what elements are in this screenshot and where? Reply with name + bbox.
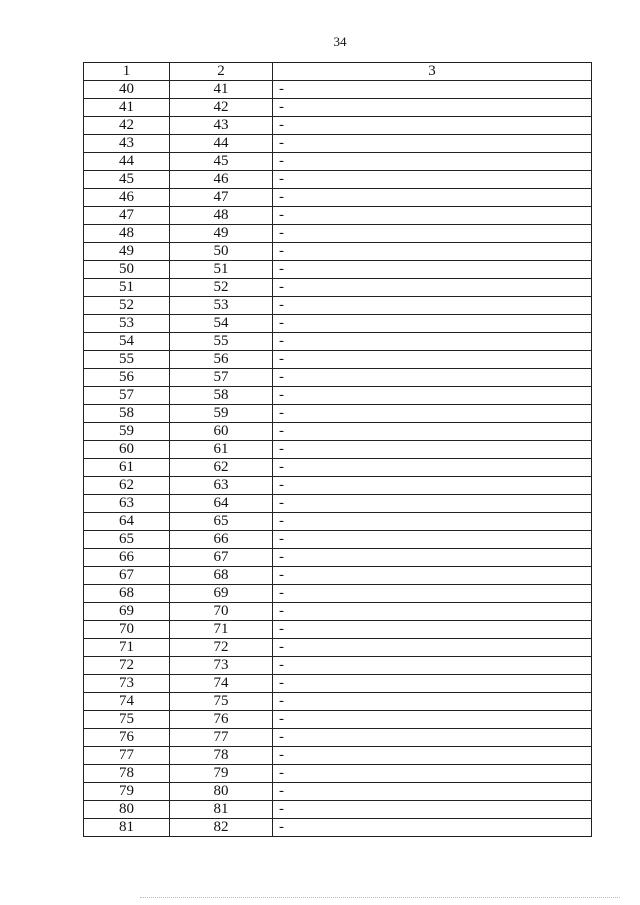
table-cell: - bbox=[273, 477, 592, 495]
table-row bbox=[84, 153, 592, 171]
table-row bbox=[84, 693, 592, 711]
table-cell: 61 bbox=[84, 459, 170, 477]
table-row bbox=[84, 423, 592, 441]
table-row bbox=[84, 333, 592, 351]
table-cell: 49 bbox=[170, 225, 273, 243]
table-cell: 60 bbox=[170, 423, 273, 441]
column-header: 1 bbox=[84, 63, 170, 81]
table-cell: 57 bbox=[84, 387, 170, 405]
table-cell: 76 bbox=[84, 729, 170, 747]
table-cell: - bbox=[273, 513, 592, 531]
column-header: 3 bbox=[273, 63, 592, 81]
table-cell: 64 bbox=[84, 513, 170, 531]
table-cell: 53 bbox=[84, 315, 170, 333]
table-row bbox=[84, 207, 592, 225]
table-cell: - bbox=[273, 495, 592, 513]
table-cell: - bbox=[273, 81, 592, 99]
table-row bbox=[84, 711, 592, 729]
table-cell: - bbox=[273, 693, 592, 711]
table-row bbox=[84, 459, 592, 477]
table-cell: 52 bbox=[170, 279, 273, 297]
table-cell: 79 bbox=[84, 783, 170, 801]
table-cell: 47 bbox=[84, 207, 170, 225]
table-cell: 55 bbox=[84, 351, 170, 369]
table-row bbox=[84, 567, 592, 585]
table-row bbox=[84, 405, 592, 423]
table-cell: 68 bbox=[84, 585, 170, 603]
table-cell: 54 bbox=[84, 333, 170, 351]
table-body bbox=[84, 81, 592, 837]
table-row bbox=[84, 441, 592, 459]
table-cell: 41 bbox=[84, 99, 170, 117]
table-cell: 63 bbox=[84, 495, 170, 513]
table-cell: 80 bbox=[170, 783, 273, 801]
table-cell: 58 bbox=[84, 405, 170, 423]
table-row bbox=[84, 117, 592, 135]
table-row bbox=[84, 495, 592, 513]
table-cell: 77 bbox=[84, 747, 170, 765]
table-row bbox=[84, 657, 592, 675]
table-row bbox=[84, 621, 592, 639]
table-cell: 52 bbox=[84, 297, 170, 315]
table-cell: 75 bbox=[84, 711, 170, 729]
table-row bbox=[84, 513, 592, 531]
table-cell: 44 bbox=[170, 135, 273, 153]
table-cell: 80 bbox=[84, 801, 170, 819]
table-cell: 82 bbox=[170, 819, 273, 837]
table-row bbox=[84, 675, 592, 693]
table-cell: 43 bbox=[84, 135, 170, 153]
table-cell: 78 bbox=[84, 765, 170, 783]
table-cell: 50 bbox=[170, 243, 273, 261]
page-number: 34 bbox=[333, 34, 347, 49]
table-cell: - bbox=[273, 711, 592, 729]
table-cell: - bbox=[273, 333, 592, 351]
table-cell: - bbox=[273, 639, 592, 657]
table-row bbox=[84, 171, 592, 189]
table-cell: - bbox=[273, 207, 592, 225]
table-cell: 57 bbox=[170, 369, 273, 387]
table-cell: 45 bbox=[84, 171, 170, 189]
table-cell: 73 bbox=[170, 657, 273, 675]
table-cell: - bbox=[273, 189, 592, 207]
table-row bbox=[84, 765, 592, 783]
table-cell: 66 bbox=[84, 549, 170, 567]
table-cell: 42 bbox=[170, 99, 273, 117]
table-cell: - bbox=[273, 585, 592, 603]
table-row bbox=[84, 783, 592, 801]
table-cell: - bbox=[273, 567, 592, 585]
table-cell: 62 bbox=[84, 477, 170, 495]
table-cell: 73 bbox=[84, 675, 170, 693]
table-row bbox=[84, 639, 592, 657]
table-cell: - bbox=[273, 243, 592, 261]
table-cell: 71 bbox=[170, 621, 273, 639]
table-cell: 59 bbox=[170, 405, 273, 423]
table-row bbox=[84, 369, 592, 387]
table-cell: 61 bbox=[170, 441, 273, 459]
table-cell: 81 bbox=[84, 819, 170, 837]
table-cell: - bbox=[273, 621, 592, 639]
table-cell: 46 bbox=[170, 171, 273, 189]
table-cell: - bbox=[273, 117, 592, 135]
table-cell: 72 bbox=[170, 639, 273, 657]
table-cell: - bbox=[273, 819, 592, 837]
table-cell: 60 bbox=[84, 441, 170, 459]
table-row bbox=[84, 603, 592, 621]
table-cell: 70 bbox=[170, 603, 273, 621]
table-cell: 78 bbox=[170, 747, 273, 765]
table-cell: 65 bbox=[170, 513, 273, 531]
scan-artifact-line bbox=[140, 897, 620, 902]
table-cell: 75 bbox=[170, 693, 273, 711]
table-cell: - bbox=[273, 459, 592, 477]
table-cell: 72 bbox=[84, 657, 170, 675]
table-row bbox=[84, 261, 592, 279]
data-table bbox=[83, 62, 592, 837]
table-cell: - bbox=[273, 225, 592, 243]
table-row bbox=[84, 729, 592, 747]
table-cell: 45 bbox=[170, 153, 273, 171]
table-cell: - bbox=[273, 99, 592, 117]
table-cell: - bbox=[273, 387, 592, 405]
table-cell: 74 bbox=[84, 693, 170, 711]
table-cell: 41 bbox=[170, 81, 273, 99]
table-cell: - bbox=[273, 297, 592, 315]
table-cell: - bbox=[273, 369, 592, 387]
table-row bbox=[84, 387, 592, 405]
table-cell: - bbox=[273, 675, 592, 693]
table-cell: 74 bbox=[170, 675, 273, 693]
table-row bbox=[84, 99, 592, 117]
table-cell: - bbox=[273, 603, 592, 621]
table-cell: 44 bbox=[84, 153, 170, 171]
table-row bbox=[84, 585, 592, 603]
table-cell: - bbox=[273, 423, 592, 441]
table-row bbox=[84, 279, 592, 297]
table-row bbox=[84, 819, 592, 837]
table-cell: - bbox=[273, 801, 592, 819]
table-cell: 54 bbox=[170, 315, 273, 333]
table-row bbox=[84, 81, 592, 99]
table-cell: - bbox=[273, 765, 592, 783]
table-cell: 79 bbox=[170, 765, 273, 783]
table-row bbox=[84, 531, 592, 549]
table-cell: 48 bbox=[170, 207, 273, 225]
table-cell: - bbox=[273, 405, 592, 423]
table-row bbox=[84, 243, 592, 261]
table-cell: - bbox=[273, 783, 592, 801]
table-cell: - bbox=[273, 549, 592, 567]
table-cell: 68 bbox=[170, 567, 273, 585]
table-cell: - bbox=[273, 351, 592, 369]
table-row bbox=[84, 801, 592, 819]
table-row bbox=[84, 747, 592, 765]
table-cell: 51 bbox=[170, 261, 273, 279]
table-cell: 55 bbox=[170, 333, 273, 351]
table-cell: - bbox=[273, 171, 592, 189]
table-cell: 51 bbox=[84, 279, 170, 297]
table-row bbox=[84, 297, 592, 315]
table-cell: - bbox=[273, 279, 592, 297]
table-cell: 56 bbox=[170, 351, 273, 369]
table-header bbox=[84, 63, 592, 81]
table-row bbox=[84, 549, 592, 567]
table-cell: 76 bbox=[170, 711, 273, 729]
header-row bbox=[84, 63, 592, 81]
table-cell: 66 bbox=[170, 531, 273, 549]
table-row bbox=[84, 477, 592, 495]
table-cell: 53 bbox=[170, 297, 273, 315]
table-cell: - bbox=[273, 747, 592, 765]
table-cell: 40 bbox=[84, 81, 170, 99]
table-cell: 42 bbox=[84, 117, 170, 135]
table-cell: - bbox=[273, 153, 592, 171]
table-cell: - bbox=[273, 531, 592, 549]
table-cell: 59 bbox=[84, 423, 170, 441]
table-cell: 71 bbox=[84, 639, 170, 657]
table-cell: 49 bbox=[84, 243, 170, 261]
table-cell: 65 bbox=[84, 531, 170, 549]
table-row bbox=[84, 225, 592, 243]
table-cell: 58 bbox=[170, 387, 273, 405]
table-row bbox=[84, 189, 592, 207]
table-cell: 69 bbox=[84, 603, 170, 621]
table-cell: 77 bbox=[170, 729, 273, 747]
table-cell: 50 bbox=[84, 261, 170, 279]
table-cell: 67 bbox=[170, 549, 273, 567]
table-cell: 69 bbox=[170, 585, 273, 603]
table-row bbox=[84, 135, 592, 153]
table-row bbox=[84, 315, 592, 333]
table-cell: 63 bbox=[170, 477, 273, 495]
table-cell: 70 bbox=[84, 621, 170, 639]
table-cell: 64 bbox=[170, 495, 273, 513]
table-cell: 56 bbox=[84, 369, 170, 387]
table-cell: 43 bbox=[170, 117, 273, 135]
table-cell: 67 bbox=[84, 567, 170, 585]
table-cell: - bbox=[273, 135, 592, 153]
column-header: 2 bbox=[170, 63, 273, 81]
table-cell: - bbox=[273, 261, 592, 279]
table-cell: 46 bbox=[84, 189, 170, 207]
table-cell: - bbox=[273, 315, 592, 333]
table-cell: - bbox=[273, 729, 592, 747]
table-cell: 47 bbox=[170, 189, 273, 207]
table-cell: 48 bbox=[84, 225, 170, 243]
table-cell: 62 bbox=[170, 459, 273, 477]
table-cell: - bbox=[273, 657, 592, 675]
table-cell: 81 bbox=[170, 801, 273, 819]
table-cell: - bbox=[273, 441, 592, 459]
table-row bbox=[84, 351, 592, 369]
